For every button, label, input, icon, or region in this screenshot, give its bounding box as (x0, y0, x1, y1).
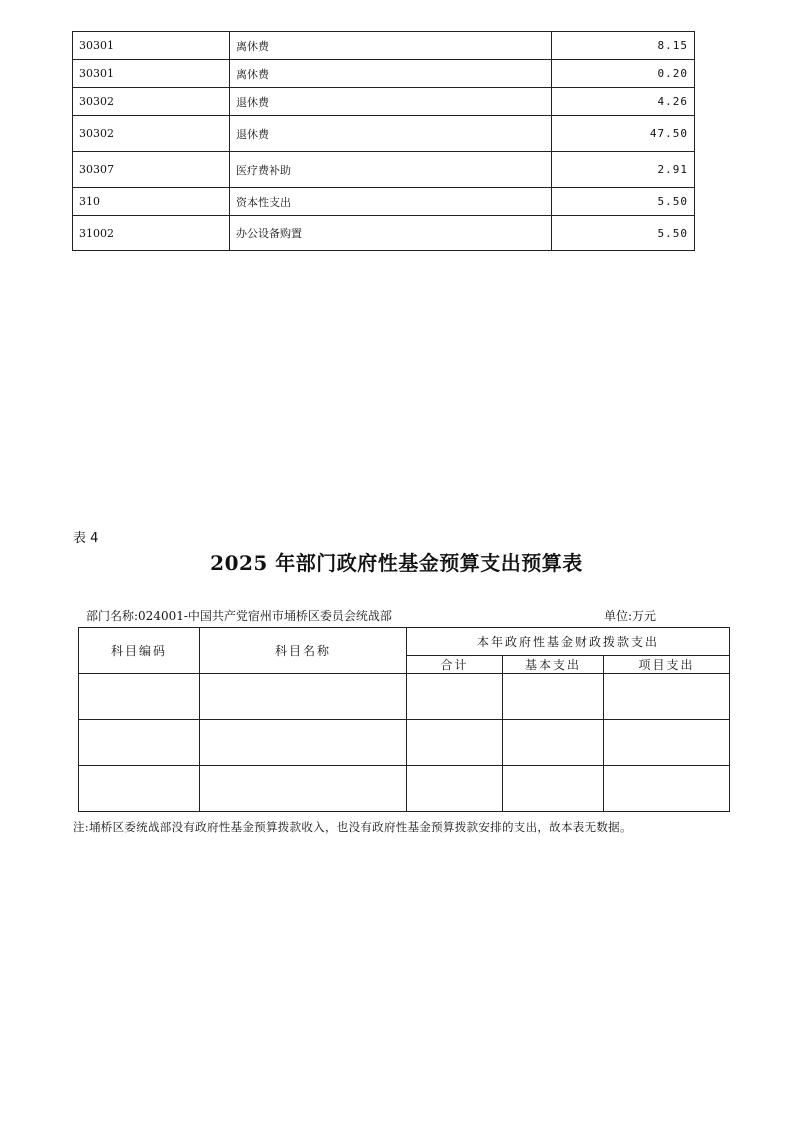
table-row (73, 32, 695, 60)
table-cell (604, 674, 730, 720)
government-fund-budget-table (78, 627, 730, 812)
subject-code-cell: 30307 (73, 152, 230, 188)
subject-name-cell: 退休费 (230, 88, 552, 116)
department-name: 部门名称:024001-中国共产党宿州市埇桥区委员会统战部 (86, 609, 392, 623)
subject-name-cell: 资本性支出 (230, 188, 552, 216)
table-cell (503, 674, 604, 720)
subject-code-cell: 310 (73, 188, 230, 216)
table-cell (200, 674, 407, 720)
table-note: 注:埇桥区委统战部没有政府性基金预算拨款收入，也没有政府性基金预算拨款安排的支出，故本表无数据。 (73, 820, 632, 834)
table-row (73, 188, 695, 216)
table-cell (200, 766, 407, 812)
subject-code-cell: 30302 (73, 116, 230, 152)
table-row (79, 674, 730, 720)
header-fund-expenditure-group: 本年政府性基金财政拨款支出 (407, 628, 730, 656)
subject-code-cell: 31002 (73, 216, 230, 251)
amount-cell: 5.50 (552, 188, 695, 216)
table-cell (407, 720, 503, 766)
table-row (73, 152, 695, 188)
table-cell (79, 674, 200, 720)
amount-cell: 4.26 (552, 88, 695, 116)
table-cell (604, 766, 730, 812)
table-row (73, 60, 695, 88)
table-cell (407, 674, 503, 720)
header-subject-name: 科目名称 (200, 628, 407, 674)
table-cell (200, 720, 407, 766)
table-cell (503, 720, 604, 766)
amount-cell: 2.91 (552, 152, 695, 188)
page-title: 2025 年部门政府性基金预算支出预算表 (210, 551, 583, 575)
amount-cell: 47.50 (552, 116, 695, 152)
table-row (73, 216, 695, 251)
table-row (79, 766, 730, 812)
header-project-expenditure: 项目支出 (604, 656, 730, 674)
header-total: 合计 (407, 656, 503, 674)
subject-name-cell: 离休费 (230, 60, 552, 88)
subject-code-cell: 30302 (73, 88, 230, 116)
subject-name-cell: 医疗费补助 (230, 152, 552, 188)
table-row (73, 116, 695, 152)
header-subject-code: 科目编码 (79, 628, 200, 674)
amount-cell: 8.15 (552, 32, 695, 60)
table-row (79, 720, 730, 766)
table-cell (407, 766, 503, 812)
table-row (73, 88, 695, 116)
subject-code-cell: 30301 (73, 60, 230, 88)
subject-code-cell: 30301 (73, 32, 230, 60)
header-basic-expenditure: 基本支出 (503, 656, 604, 674)
table-cell (503, 766, 604, 812)
subject-name-cell: 办公设备购置 (230, 216, 552, 251)
amount-cell: 5.50 (552, 216, 695, 251)
table-number-label: 表 4 (73, 531, 99, 546)
expenditure-continuation-table (72, 31, 695, 251)
subject-name-cell: 离休费 (230, 32, 552, 60)
table-cell (604, 720, 730, 766)
table-cell (79, 720, 200, 766)
table-cell (79, 766, 200, 812)
unit-label: 单位:万元 (604, 609, 657, 623)
subject-name-cell: 退休费 (230, 116, 552, 152)
expenditure-table-body (73, 32, 695, 251)
amount-cell: 0.20 (552, 60, 695, 88)
